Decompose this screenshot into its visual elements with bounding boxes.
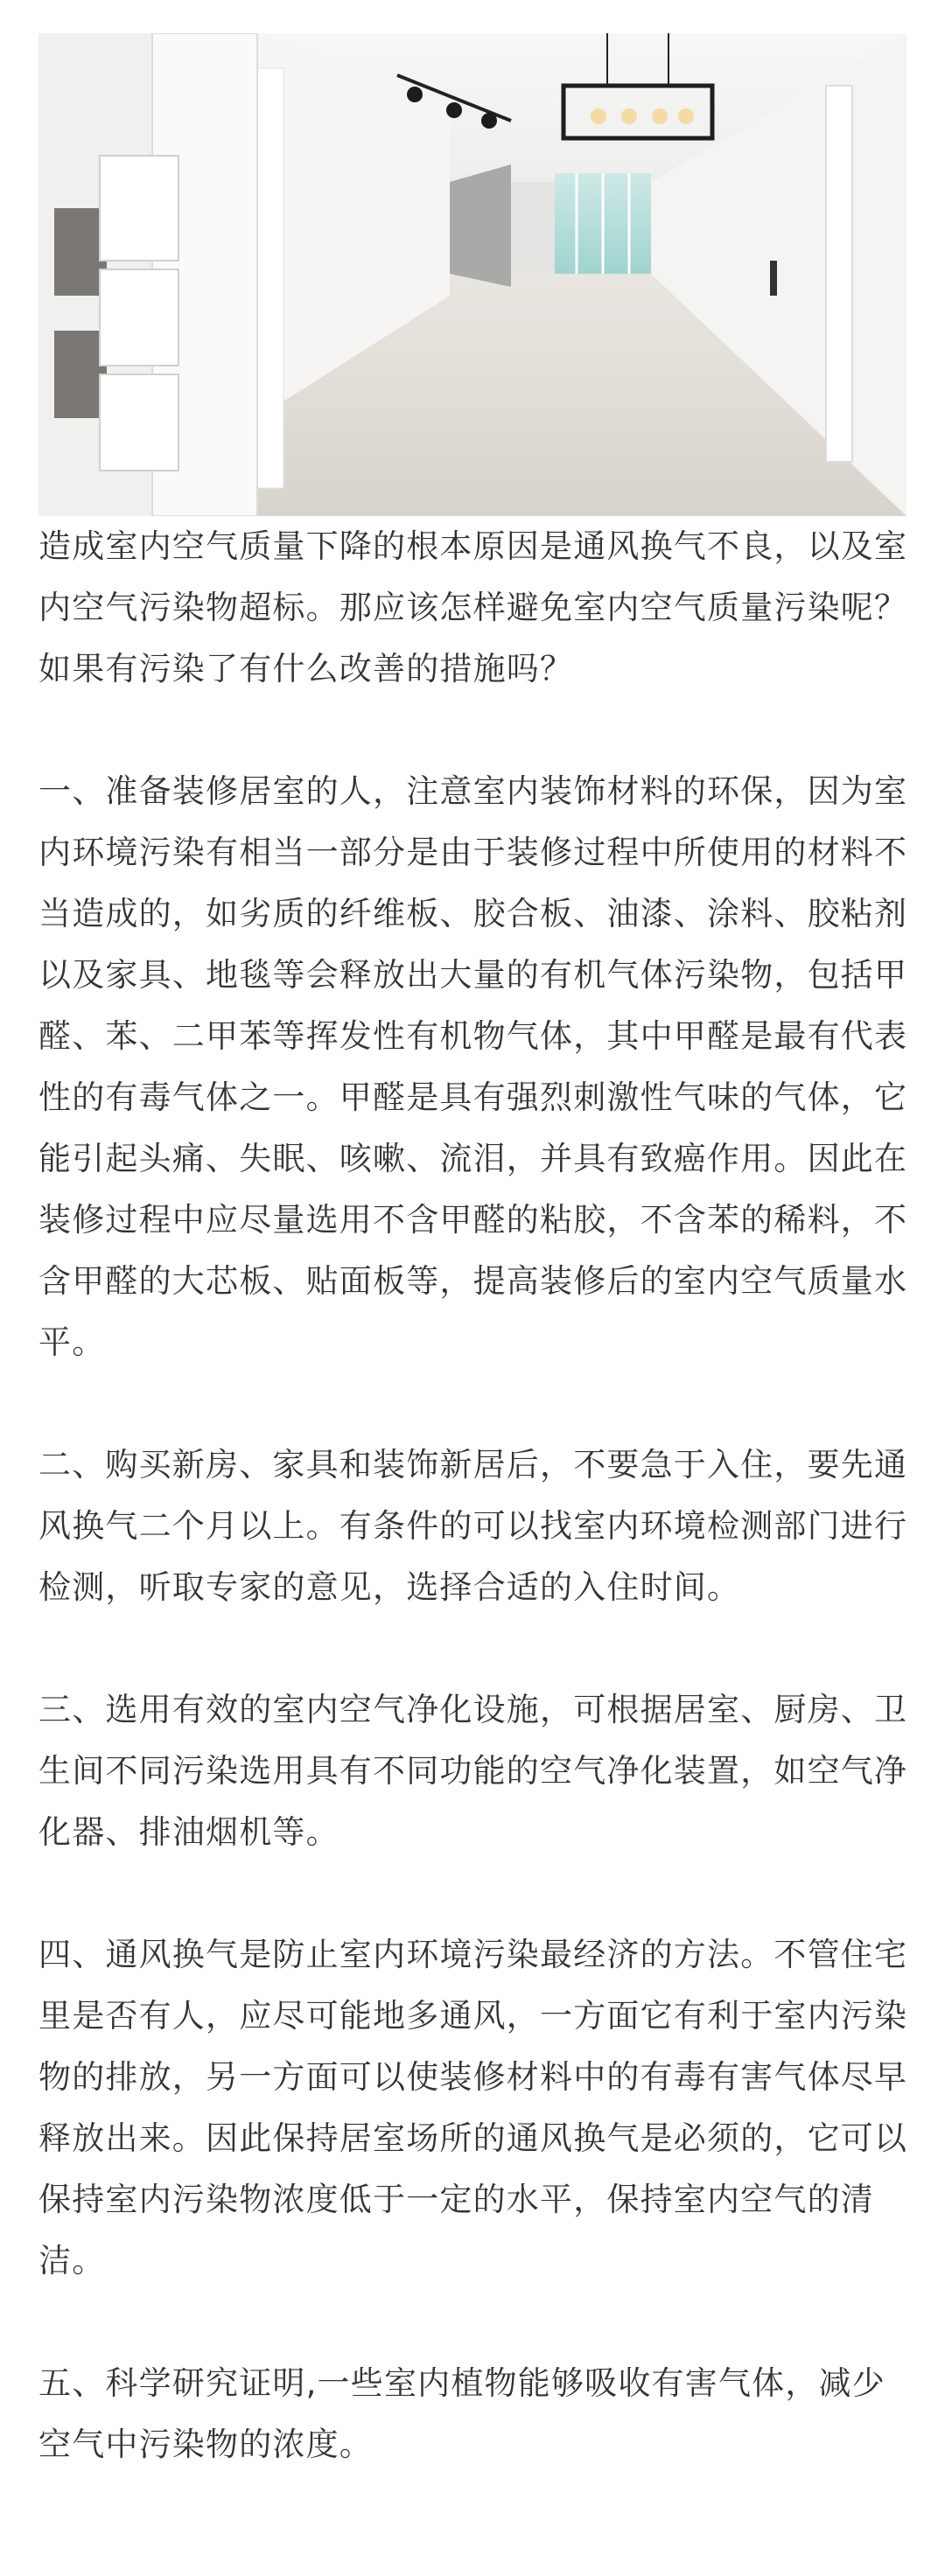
paragraph-new-home-ventilation: 二、购买新房、家具和装饰新居后，不要急于入住，要先通风换气二个月以上。有条件的可以找室内环境检测部门进行检测，听取专家的意见，选择合适的入住时间。 (38, 1446, 908, 1606)
paragraph-intro: 造成室内空气质量下降的根本原因是通风换气不良，以及室内空气污染物超标。那应该怎样避免室内空气质量污染呢？如果有污染了有什么改善的措施吗？ (38, 527, 908, 688)
bottom-padding (0, 2541, 945, 2576)
interior-room-illustration (38, 33, 906, 516)
hero-image (38, 33, 906, 516)
paragraph-indoor-plants: 五、科学研究证明,一些室内植物能够吸收有害气体，减少空气中污染物的浓度。 (38, 2364, 886, 2463)
article-body (38, 516, 914, 2475)
paragraph-ventilation-method: 四、通风换气是防止室内环境污染最经济的方法。不管住宅里是否有人，应尽可能地多通风，一方面它有利于室内污染物的排放，另一方面可以使装修材料中的有毒有害气体尽早释放出来。因此保持居室场所的通风换气是必须的，它可以保持室内污染物浓度低于一定的水平，保持室内空气的清洁。 (38, 1936, 908, 2279)
paragraph-air-purifier: 三、选用有效的室内空气净化设施，可根据居室、厨房、卫生间不同污染选用具有不同功能的空气净化装置，如空气净化器、排油烟机等。 (38, 1691, 908, 1851)
paragraph-decoration-materials: 一、准备装修居室的人，注意室内装饰材料的环保，因为室内环境污染有相当一部分是由于装修过程中所使用的材料不当造成的，如劣质的纤维板、胶合板、油漆、涂料、胶粘剂以及家具、地毯等会释放出大量的有机气体污染物，包括甲醛、苯、二甲苯等挥发性有机物气体，其中甲醛是最有代表性的有毒气体之一。甲醛是具有强烈刺激性气味的气体，它能引起头痛、失眠、咳嗽、流泪，并具有致癌作用。因此在装修过程中应尽量选用不含甲醛的粘胶，不含苯的稀料，不含甲醛的大芯板、贴面板等，提高装修后的室内空气质量水平。 (38, 772, 908, 1361)
